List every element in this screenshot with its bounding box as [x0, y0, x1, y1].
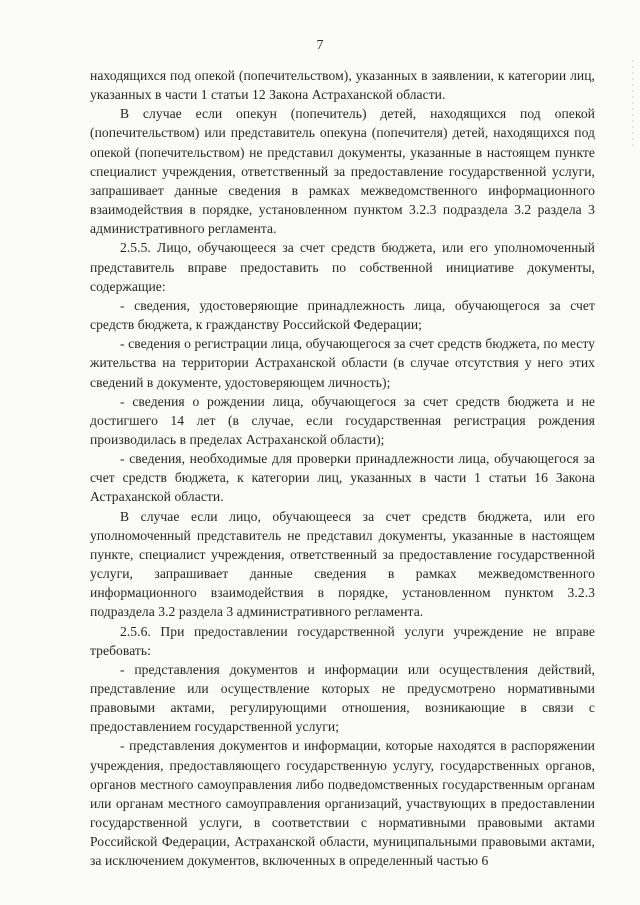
list-item-birth: - сведения о рождении лица, обучающегося за счет средств бюджета и не достигшего 14 лет (в случае, если государственная регистрация рождения производилась в пределах Астраханской области);: [90, 393, 595, 447]
paragraph-section-2-5-5: 2.5.5. Лицо, обучающееся за счет средств бюджета, или его уполномоченный представитель вправе предоставить по собственной инициативе документы, содержащие:: [90, 240, 595, 294]
document-body: [90, 66, 595, 871]
paragraph-student-no-documents: В случае если лицо, обучающееся за счет средств бюджета, или его уполномоченный представитель не представил документы, указанные в настоящем пункте, специалист учреждения, ответственный за предоставление государственной услуги, запрашивает данные сведения в рамках межведомственного информационного взаимодействия в порядке, установленном пунктом 3.2.3 подраздела 3.2 раздела 3 административного регламента.: [90, 508, 595, 620]
list-item-no-held-documents: - представления документов и информации, которые находятся в распоряжении учреждения, предоставляющего государственную услугу, государственных органов, органов местного самоуправления либо подведомственных государственным органам или органам местного самоуправления организаций, участвующих в предоставлении государственной услуги, в соответствии с нормативными правовыми актами Российской Федерации, Астраханской области, муниципальными правовыми актами, за исключением документов, включенных в определенный частью 6: [90, 738, 595, 869]
list-item-no-extra-actions: - представления документов и информации или осуществления действий, представление или осуществление которых не предусмотрено нормативными правовыми актами, регулирующими отношения, возникающие в связи с предоставлением государственной услуги;: [90, 661, 595, 735]
list-item-category-check: - сведения, необходимые для проверки принадлежности лица, обучающегося за счет средств бюджета, к категории лиц, указанных в части 1 статьи 16 Закона Астраханской области.: [90, 451, 595, 505]
page-number: 7: [316, 38, 324, 53]
list-item-registration: - сведения о регистрации лица, обучающегося за счет средств бюджета, по месту жительства на территории Астраханской области (в случае отсутствия у него этих сведений в документе, удостоверяющем личность);: [90, 336, 595, 390]
paragraph-guardian-no-documents: В случае если опекун (попечитель) детей, находящихся под опекой (попечительством) или представитель опекуна (попечителя) детей, находящихся под опекой (попечительством) не представил документы, указанные в настоящем пункте специалист учреждения, ответственный за предоставление государственной услуги, запрашивает данные сведения в рамках межведомственного информационного взаимодействия в порядке, установленном пунктом 3.2.3 подраздела 3.2 раздела 3 административного регламента.: [90, 106, 595, 237]
paragraph-continuation: находящихся под опекой (попечительством), указанных в заявлении, к категории лиц, указанных в части 1 статьи 12 Закона Астраханской области.: [90, 68, 595, 103]
scan-edge-artifact: [632, 60, 634, 150]
list-item-citizenship: - сведения, удостоверяющие принадлежность лица, обучающегося за счет средств бюджета, к гражданству Российской Федерации;: [90, 297, 595, 333]
paragraph-section-2-5-6: 2.5.6. При предоставлении государственной услуги учреждение не вправе требовать:: [90, 623, 595, 658]
